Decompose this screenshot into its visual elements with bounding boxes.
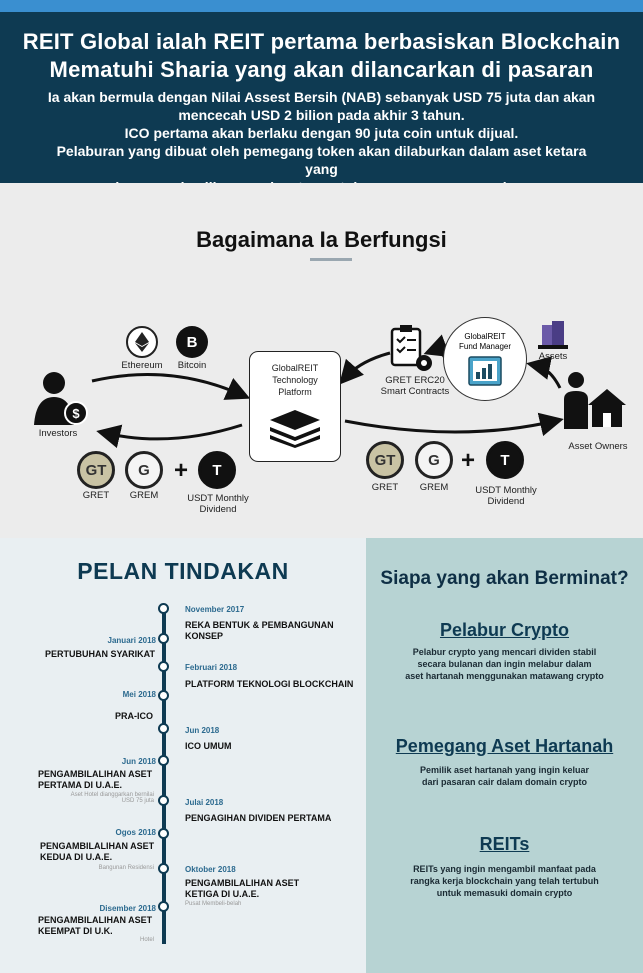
how-it-works-section bbox=[0, 183, 643, 538]
grem-label-right: GREM bbox=[419, 482, 449, 493]
s1-line3: aset hartanah menggunakan matawang crypto bbox=[405, 671, 604, 681]
header-sub-line4: Pelaburan yang dibuat oleh pemegang token akan dilaburkan dalam aset ketara yang bbox=[56, 143, 587, 177]
usdt-left-line2: Dividend bbox=[199, 504, 237, 515]
s2-line2: dari pasaran cair dalam domain crypto bbox=[421, 777, 588, 787]
s3-line3: untuk memasuki domain crypto bbox=[436, 888, 573, 898]
timeline-dot bbox=[158, 795, 169, 806]
interested-parties-section bbox=[366, 538, 643, 973]
timeline-note bbox=[20, 792, 154, 804]
timeline-event: PRA-ICO bbox=[115, 711, 153, 721]
header-subtitle bbox=[0, 88, 643, 196]
grem-coin-icon-left: G bbox=[125, 451, 163, 489]
assets-label: Assets bbox=[538, 351, 568, 362]
timeline-dot bbox=[158, 901, 169, 912]
action-plan-section bbox=[0, 538, 366, 973]
timeline-date: November 2017 bbox=[185, 605, 245, 614]
header-title-line1: REIT Global ialah REIT pertama berbasiskan Blockchain bbox=[22, 29, 621, 54]
gret-coin-icon-left: GT bbox=[77, 451, 115, 489]
timeline-event bbox=[185, 620, 334, 642]
arrow-platform-to-owners bbox=[345, 421, 555, 432]
svg-text:$: $ bbox=[72, 406, 80, 421]
property-holder-text bbox=[376, 764, 633, 788]
timeline-dot bbox=[158, 828, 169, 839]
event-line2: KEEMPAT DI U.K. bbox=[38, 926, 113, 936]
layers-icon bbox=[270, 410, 320, 448]
asset-owner-house-icon bbox=[562, 371, 626, 431]
platform-line1: GlobalREIT bbox=[271, 363, 319, 373]
event-line2: PERTAMA DI U.A.E. bbox=[38, 780, 123, 790]
timeline-dot bbox=[158, 661, 169, 672]
timeline-event bbox=[38, 769, 152, 791]
usdt-right-line1: USDT Monthly bbox=[475, 485, 537, 496]
s1-line2: secara bulanan dan ingin melabur dalam bbox=[417, 659, 592, 669]
timeline-date: Oktober 2018 bbox=[185, 865, 236, 874]
how-title: Bagaimana Ia Berfungsi bbox=[196, 227, 447, 252]
timeline-date: Jun 2018 bbox=[185, 726, 220, 735]
usdt-coin-icon-right: T bbox=[486, 441, 524, 479]
timeline-event: PENGAGIHAN DIVIDEN PERTAMA bbox=[185, 813, 332, 823]
fund-line1: GlobalREIT bbox=[464, 332, 506, 341]
s3-line1: REITs yang ingin mengambil manfaat pada bbox=[413, 864, 596, 874]
property-holder-heading: Pemegang Aset Hartanah bbox=[395, 736, 614, 756]
gret-coin-icon-right: GT bbox=[366, 441, 404, 479]
header-title-line2: Mematuhi Sharia yang akan dilancarkan di pasaran bbox=[49, 57, 594, 82]
timeline-note: Bangunan Residensi bbox=[98, 865, 154, 871]
usdt-right-line2: Dividend bbox=[487, 496, 525, 507]
plus-sign-right: + bbox=[461, 447, 476, 474]
platform-line2: Technology bbox=[272, 375, 318, 385]
timeline-date: Julai 2018 bbox=[185, 798, 224, 807]
header-sub-line1: Ia akan bermula dengan Nilai Assest Bersih (NAB) sebanyak USD 75 juta dan akan bbox=[47, 89, 596, 105]
event-line2: KEDUA DI U.A.E. bbox=[40, 852, 113, 862]
top-strip bbox=[0, 0, 643, 12]
investors-label: Investors bbox=[38, 428, 78, 439]
usdt-label-left bbox=[180, 493, 256, 515]
plus-sign-left: + bbox=[174, 457, 189, 484]
event-line1: REKA BENTUK & PEMBANGUNAN bbox=[185, 620, 334, 630]
smart-contract-icon bbox=[390, 325, 434, 373]
platform-text bbox=[250, 362, 340, 398]
contracts-line2: Smart Contracts bbox=[380, 386, 450, 397]
contracts-label bbox=[370, 375, 460, 397]
timeline-dot bbox=[158, 633, 169, 644]
timeline-dot bbox=[158, 755, 169, 766]
usdt-label-right bbox=[468, 485, 544, 507]
event-line2: KETIGA DI U.A.E. bbox=[185, 889, 260, 899]
timeline-dot bbox=[158, 690, 169, 701]
arrow-platform-to-investors bbox=[105, 425, 242, 439]
who-title: Siapa yang akan Berminat? bbox=[380, 568, 629, 589]
grem-coin-icon-right: G bbox=[415, 441, 453, 479]
header-sub-line3: ICO pertama akan berlaku dengan 90 juta coin untuk dijual. bbox=[124, 125, 519, 141]
timeline-date: Jun 2018 bbox=[121, 757, 156, 766]
grem-label-left: GREM bbox=[129, 490, 159, 501]
timeline-dot bbox=[158, 603, 169, 614]
gret-label-left: GRET bbox=[82, 490, 110, 501]
note-line1: Aset Hotel dianggarkan bernilai bbox=[70, 792, 154, 798]
timeline-event: PLATFORM TEKNOLOGI BLOCKCHAIN bbox=[185, 679, 354, 689]
event-line1: PENGAMBILALIHAN ASET bbox=[185, 878, 300, 888]
gret-label-right: GRET bbox=[371, 482, 399, 493]
bitcoin-icon: B bbox=[176, 326, 208, 358]
timeline-note: Hotel bbox=[139, 937, 154, 943]
fund-line2: Fund Manager bbox=[458, 342, 512, 351]
contracts-line1: GRET ERC20 bbox=[385, 375, 445, 386]
header-banner bbox=[0, 12, 643, 183]
note-line2: USD 75 juta bbox=[121, 798, 154, 804]
timeline-line bbox=[162, 608, 166, 944]
timeline-date: Ogos 2018 bbox=[115, 828, 156, 837]
timeline-event bbox=[38, 915, 152, 937]
timeline-note: Pusat Membeli-belah bbox=[185, 901, 242, 907]
asset-owners-label: Asset Owners bbox=[568, 441, 628, 452]
timeline-dot bbox=[158, 863, 169, 874]
technology-platform-box bbox=[249, 351, 341, 462]
timeline-date: Disember 2018 bbox=[99, 904, 156, 913]
event-line1: PENGAMBILALIHAN ASET bbox=[40, 841, 155, 851]
timeline-event bbox=[185, 878, 299, 900]
header-title bbox=[0, 12, 643, 84]
s3-line2: rangka kerja blockchain yang telah tertubuh bbox=[410, 876, 599, 886]
arrow-owners-to-fund bbox=[535, 365, 560, 388]
assets-buildings-icon bbox=[538, 319, 568, 349]
bitcoin-label: Bitcoin bbox=[177, 360, 207, 371]
ethereum-icon bbox=[126, 326, 158, 358]
timeline-event: ICO UMUM bbox=[185, 741, 232, 751]
reits-text bbox=[376, 863, 633, 899]
event-line1: PENGAMBILALIHAN ASET bbox=[38, 915, 153, 925]
investor-person-icon bbox=[32, 371, 90, 427]
usdt-left-line1: USDT Monthly bbox=[187, 493, 249, 504]
crypto-investor-heading: Pelabur Crypto bbox=[439, 620, 570, 640]
fund-manager-circle bbox=[443, 317, 527, 401]
report-chart-icon bbox=[468, 356, 502, 386]
s2-line1: Pemilik aset hartanah yang ingin keluar bbox=[419, 765, 590, 775]
timeline-date: Februari 2018 bbox=[185, 663, 238, 672]
timeline-event bbox=[40, 841, 154, 863]
event-line1: PENGAMBILALIHAN ASET bbox=[38, 769, 153, 779]
timeline-dot bbox=[158, 723, 169, 734]
timeline-date: Januari 2018 bbox=[107, 636, 156, 645]
reits-heading: REITs bbox=[479, 834, 530, 854]
arrow-investors-to-platform bbox=[92, 375, 242, 395]
timeline-event: PERTUBUHAN SYARIKAT bbox=[45, 649, 156, 659]
header-sub-line2: mencecah USD 2 bilion pada akhir 3 tahun. bbox=[178, 107, 465, 123]
platform-line3: Platform bbox=[278, 387, 312, 397]
fund-text bbox=[444, 332, 526, 352]
plan-title: PELAN TINDAKAN bbox=[77, 558, 289, 584]
event-line2: KONSEP bbox=[185, 631, 224, 641]
usdt-coin-icon-left: T bbox=[198, 451, 236, 489]
ethereum-label: Ethereum bbox=[121, 360, 163, 371]
timeline-date: Mei 2018 bbox=[122, 690, 156, 699]
s1-line1: Pelabur crypto yang mencari dividen stabil bbox=[412, 647, 597, 657]
crypto-investor-text bbox=[376, 646, 633, 682]
